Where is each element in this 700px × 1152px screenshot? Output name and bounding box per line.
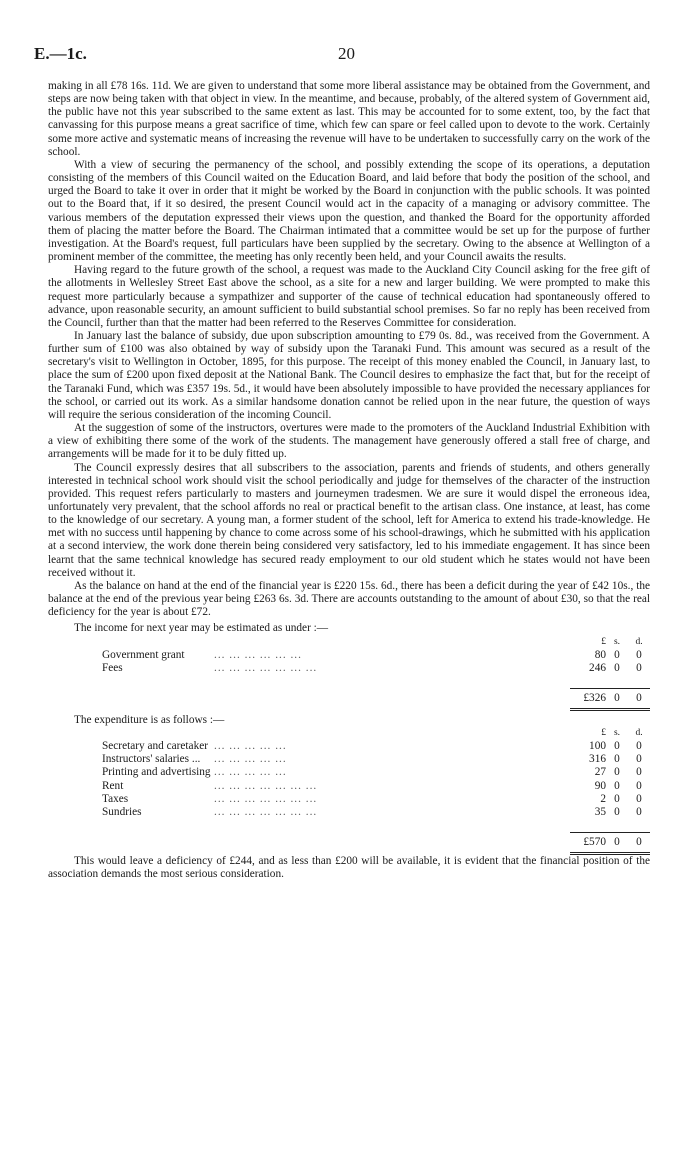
paragraph-city-council: Having regard to the future growth of the school, a request was made to the Auckland City Council asking for the free gift of the allotments in Wellesley Street East above the school, as a site for a new and larger building. We were prompted to make this request more particularly because a sympathizer and supporter of the cause of technical education had spontaneously offered to advance, upon reasonable security, an amount sufficient to build substantial school premises. So far no reply has been received from the Council, further than that the matter had been referred to the Reserves Committee for consideration. [48, 264, 650, 329]
pounds-value: 27 [594, 766, 606, 779]
pence-value: 0 [636, 648, 642, 661]
income-label: Government grant [102, 648, 185, 661]
paragraph-visits: The Council expressly desires that all subscribers to the association, parents and friends of students, and others generally interested in technical school work should visit the school periodically and judge for themselves of the character of the instruction provided. This request refers particularly to masters and journeymen tradesmen. We are sure it would dispel the erroneous idea, unfortunately very prevalent, that the school affords no real or practical benefit to the artisan class. One instance, at least, has come to the knowledge of our secretary. A young man, a former student of the school, left for America to extend his trade-knowledge. He met with no success until happening by chance to come across some of his school-drawings, which he submitted with his application at a second interview, the work done therein being considered very satisfactory, led to his immediate engagement. It has since been learnt that the same technical knowledge has secured ready employment to our old student which he states would not have been received without it. [48, 461, 650, 579]
report-reference: E.—1c. [34, 44, 87, 63]
report-body [48, 80, 650, 881]
income-total-row [102, 689, 650, 709]
leader-dots: ... ... ... ... ... ... ... [214, 661, 318, 674]
expenditure-total-pence: 0 [628, 833, 650, 853]
pounds-value: 80 [594, 648, 606, 661]
paragraph-education-board: With a view of securing the permanency of the school, and possibly extending the scope of its operations, a deputation consisting of the members of this Council waited on the Education Board, and laid before that body the position of the school, and urged the Board to take it over in order that it might be worked by the Board in conjunction with the public schools. It was pointed out to the Board that, if it so desired, the present Council would act in the capacity of a managing or advisory committee. The various members of the deputation expressed their views upon the question, and thanked the Board for the opportunity afforded them of placing the matter before the Board. The Chairman intimated that a committee would be set up for the purpose of further investigation. At the Board's request, full particulars have been supplied by the secretary. Owing to the absence at Wellington of a prominent member of the committee, the meeting has only recently been held, and your Council awaits the results. [48, 158, 650, 264]
pence-value: 0 [636, 792, 642, 805]
paragraph-continued: making in all £78 16s. 11d. We are given to understand that some more liberal assistance may be obtained from the Government, and steps are now being taken with that object in view. In the meantime, and because, probably, of the altered system of Government aid, the public have not this year subscribed to the same extent as last. This may be accounted for to some extent, too, by the fact that canvassing for this purpose means a great sacrifice of time, which few can spare or feel called upon to devote to the work. Certainly some more active and systematic means of increasing the revenue will have to be undertaken to successfully carry on the work of the school. [48, 80, 650, 158]
pence-value: 0 [636, 766, 642, 779]
income-total-pence: 0 [628, 689, 650, 709]
paragraph-subsidy: In January last the balance of subsidy, due upon subscription amounting to £79 0s. 8d., was received from the Government. A further sum of £100 was also obtained by way of subsidy upon the Taranaki Fund. This amount was secured as a result of the secretary's visit to Wellington in October, 1895, for this purpose. The receipt of this money enabled the Council, in January last, to place the sum of £200 upon fixed deposit at the National Bank. The Council desires to emphasize the fact that, but for the receipt of the Taranaki Fund, which was £357 19s. 5d., it would have been absolutely impossible to have provided the necessary appliances for the school, or carried out its work. As a similar handsome donation cannot be relied upon in the near future, the question of ways will require the serious consideration of the incoming Council. [48, 329, 650, 421]
leader-dots: ... ... ... ... ... ... ... [214, 779, 318, 792]
pounds-value: 100 [589, 739, 606, 752]
income-units-row [102, 636, 650, 649]
leader-dots: ... ... ... ... ... ... ... [214, 805, 318, 818]
expenditure-units-row [102, 727, 650, 740]
shillings-value: 0 [614, 753, 620, 766]
expenditure-table [102, 727, 650, 855]
shillings-value: 0 [614, 661, 620, 674]
pounds-unit: £ [601, 636, 606, 647]
pence-value: 0 [636, 805, 642, 818]
leader-dots: ... ... ... ... ... [214, 753, 287, 766]
expenditure-row [102, 740, 650, 753]
pence-value: 0 [636, 661, 642, 674]
shillings-value: 0 [614, 648, 620, 661]
pounds-value: 2 [600, 792, 606, 805]
shillings-value: 0 [614, 792, 620, 805]
pounds-value: 90 [594, 779, 606, 792]
income-row [102, 662, 650, 675]
leader-dots: ... ... ... ... ... [214, 766, 287, 779]
page-number: 20 [338, 44, 355, 63]
paragraph-balance: As the balance on hand at the end of the financial year is £220 15s. 6d., there has been a deficit during the year of £42 10s., the balance at the end of the previous year being £263 6s. 3d. There are accounts outstanding to the amount of about £30, so that the real deficiency for the year is about £72. [48, 579, 650, 619]
pounds-unit: £ [601, 727, 606, 738]
shillings-unit: s. [613, 636, 621, 647]
pence-value: 0 [636, 753, 642, 766]
paragraph-exhibition: At the suggestion of some of the instructors, overtures were made to the promoters of the Auckland Industrial Exhibition with a view of exhibiting there some of the work of the students. The management have generously offered a stall free of charge, and arrangements will be made for it to be duly fitted up. [48, 422, 650, 461]
expenditure-label: Sundries [102, 805, 142, 818]
expenditure-total-pounds: £570 [570, 833, 606, 853]
income-label: Fees [102, 661, 123, 674]
shillings-value: 0 [614, 779, 620, 792]
leader-dots: ... ... ... ... ... ... ... [214, 792, 318, 805]
expenditure-row [102, 806, 650, 819]
pence-value: 0 [636, 739, 642, 752]
income-table [102, 636, 650, 711]
income-total-shillings: 0 [606, 689, 628, 709]
income-total-pounds: £326 [570, 689, 606, 709]
expenditure-total-row [102, 833, 650, 853]
pounds-value: 35 [594, 805, 606, 818]
expenditure-row [102, 766, 650, 779]
shillings-unit: s. [613, 727, 621, 738]
expenditure-total-shillings: 0 [606, 833, 628, 853]
expenditure-label: Rent [102, 779, 124, 792]
expenditure-label: Secretary and caretaker [102, 739, 208, 752]
pence-unit: d. [635, 636, 643, 647]
paragraph-closing: This would leave a deficiency of £244, and as less than £200 will be available, it is evident that the financial position of the association demands the most serious consideration. [48, 854, 650, 880]
expenditure-label: Instructors' salaries ... [102, 753, 201, 766]
income-intro: The income for next year may be estimated as under :— [74, 622, 329, 635]
expenditure-row [102, 753, 650, 766]
shillings-value: 0 [614, 766, 620, 779]
leader-dots: ... ... ... ... ... ... [214, 648, 302, 661]
expenditure-row [102, 793, 650, 806]
expenditure-label: Printing and advertising [102, 766, 211, 779]
pence-value: 0 [636, 779, 642, 792]
leader-dots: ... ... ... ... ... [214, 739, 287, 752]
pence-unit: d. [635, 727, 643, 738]
income-row [102, 649, 650, 662]
expenditure-intro: The expenditure is as follows :— [74, 713, 225, 726]
expenditure-row [102, 780, 650, 793]
shillings-value: 0 [614, 739, 620, 752]
expenditure-label: Taxes [102, 792, 129, 805]
shillings-value: 0 [614, 805, 620, 818]
pounds-value: 316 [589, 753, 606, 766]
pounds-value: 246 [589, 661, 606, 674]
